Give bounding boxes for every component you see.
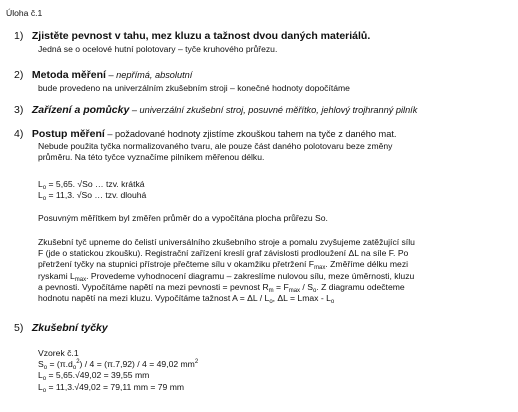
section-number: 1) xyxy=(14,30,24,42)
section-2-heading xyxy=(14,70,192,81)
symbol: L xyxy=(38,190,43,201)
text-line xyxy=(38,259,415,270)
section-title: Metoda měření xyxy=(31,69,106,81)
symbol: S xyxy=(38,359,44,370)
text-run: . Z diagramu odečteme xyxy=(316,281,405,292)
superscript: 2 xyxy=(76,359,80,366)
symbol: L xyxy=(38,179,43,189)
subscript: o xyxy=(42,196,47,203)
section-title: Zařízení a pomůcky xyxy=(31,104,130,116)
text-line: Zkušební tyč upneme do čelistí universálního zkušebního stroje a pomalu zvyšujeme zatěžující sílu xyxy=(38,237,415,247)
text-run: = F xyxy=(273,281,289,292)
text-line: průměru. Na této tyčce vyznačíme pilníkem měřenou délku. xyxy=(38,152,265,163)
section-3-heading xyxy=(14,105,417,116)
subscript: o xyxy=(269,299,273,306)
calc-long-length xyxy=(38,382,198,393)
text-line: Nebude použita tyčka normalizovaného tvaru, ale pouze část daného polotovaru beze změny xyxy=(38,141,393,151)
section-title: Zkušební tyčky xyxy=(31,322,108,334)
section-subtitle: – požadované hodnoty zjistíme zkouškou tahem na tyče z daného mat. xyxy=(104,129,397,139)
text-line xyxy=(38,282,415,293)
section-1-text: Jedná se o ocelové hutní polotovary – tyče kruhového průřezu. xyxy=(38,44,278,54)
text-run: , ΔL = Lmax - L xyxy=(272,293,331,304)
text-line xyxy=(38,271,415,282)
subscript: o xyxy=(312,287,317,294)
section-subtitle: – nepřímá, absolutní xyxy=(105,70,193,80)
formula-text: = (π.d xyxy=(47,359,73,370)
subscript: o xyxy=(42,185,47,191)
section-4-heading xyxy=(14,129,396,140)
subscript: m xyxy=(268,287,274,294)
subscript: o xyxy=(43,365,48,372)
text-run: . Provedeme vyhodnocení diagramu – zakreslíme nulovou sílu, meze úměrnosti, kluzu xyxy=(86,270,415,281)
text-line: F (jde o statickou zkoušku). Registrační zařízení kreslí graf závislosti prodloužení ΔL na síle F. Po xyxy=(38,248,409,259)
sample-label: Vzorek č.1 xyxy=(38,348,79,358)
subscript: o xyxy=(72,365,77,372)
subscript: o xyxy=(42,387,47,394)
subscript: o xyxy=(330,299,335,306)
section-number: 5) xyxy=(14,322,24,334)
subscript: max xyxy=(74,276,87,283)
text-run: přetržení tyčky na stupnici přístroje přečteme sílu v okamžiku přetržení F xyxy=(38,259,315,270)
section-2-text: bude provedeno na univerzálním zkušebním stroji – konečné hodnoty dopočítáme xyxy=(38,83,350,93)
formula-text: = 11,3. √So … tzv. dlouhá xyxy=(46,190,147,201)
subscript: o xyxy=(42,376,47,383)
formula-long xyxy=(38,190,146,201)
subscript: max xyxy=(314,265,326,272)
text-run: ryskami L xyxy=(38,270,75,281)
procedure-paragraph xyxy=(38,237,415,304)
calc-short-length xyxy=(38,370,198,381)
formula-text: = 5,65. √So … tzv. krátká xyxy=(46,179,145,189)
section-number: 4) xyxy=(14,128,24,140)
section-title: Zjistěte pevnost v tahu, mez kluzu a tažnost dvou daných materiálů. xyxy=(31,30,371,42)
section-4-intro xyxy=(38,141,392,163)
formula-text: ) / 4 = (π.7,92) / 4 = 49,02 mm xyxy=(79,359,195,370)
superscript: 2 xyxy=(194,359,199,366)
text-run: a pevnosti. Vypočítáme napětí na mezi pevnosti = pevnost R xyxy=(38,281,269,292)
formula-text: = 5,65.√49,02 = 39,55 mm xyxy=(46,370,150,381)
length-formulas xyxy=(38,179,146,201)
text-run: hodnotu napětí na mezi kluzu. Vypočítáme tažnost A = ΔL / L xyxy=(38,293,270,304)
section-1-heading xyxy=(14,31,370,42)
calc-area xyxy=(38,359,198,370)
subscript: max xyxy=(288,287,301,294)
sample-calculations xyxy=(38,348,198,393)
text-run: / S xyxy=(300,281,313,292)
symbol: L xyxy=(38,381,43,392)
section-number: 3) xyxy=(14,104,24,116)
symbol: L xyxy=(38,370,43,381)
section-number: 2) xyxy=(14,69,24,81)
document-title: Úloha č.1 xyxy=(6,8,43,18)
formula-text: = 11,3.√49,02 = 79,11 mm = 79 mm xyxy=(46,381,185,392)
section-title: Postup měření xyxy=(31,128,105,140)
section-5-heading xyxy=(14,323,108,334)
text-run: . Změříme délku mezi xyxy=(325,259,409,270)
measurement-paragraph: Posuvným měřítkem byl změřen průměr do a vypočítána plocha průřezu So. xyxy=(38,213,328,223)
text-line xyxy=(38,293,415,304)
section-subtitle: – univerzální zkušební stroj, posuvné měřítko, jehlový trojhranný pilník xyxy=(129,105,418,115)
formula-short xyxy=(38,179,146,190)
